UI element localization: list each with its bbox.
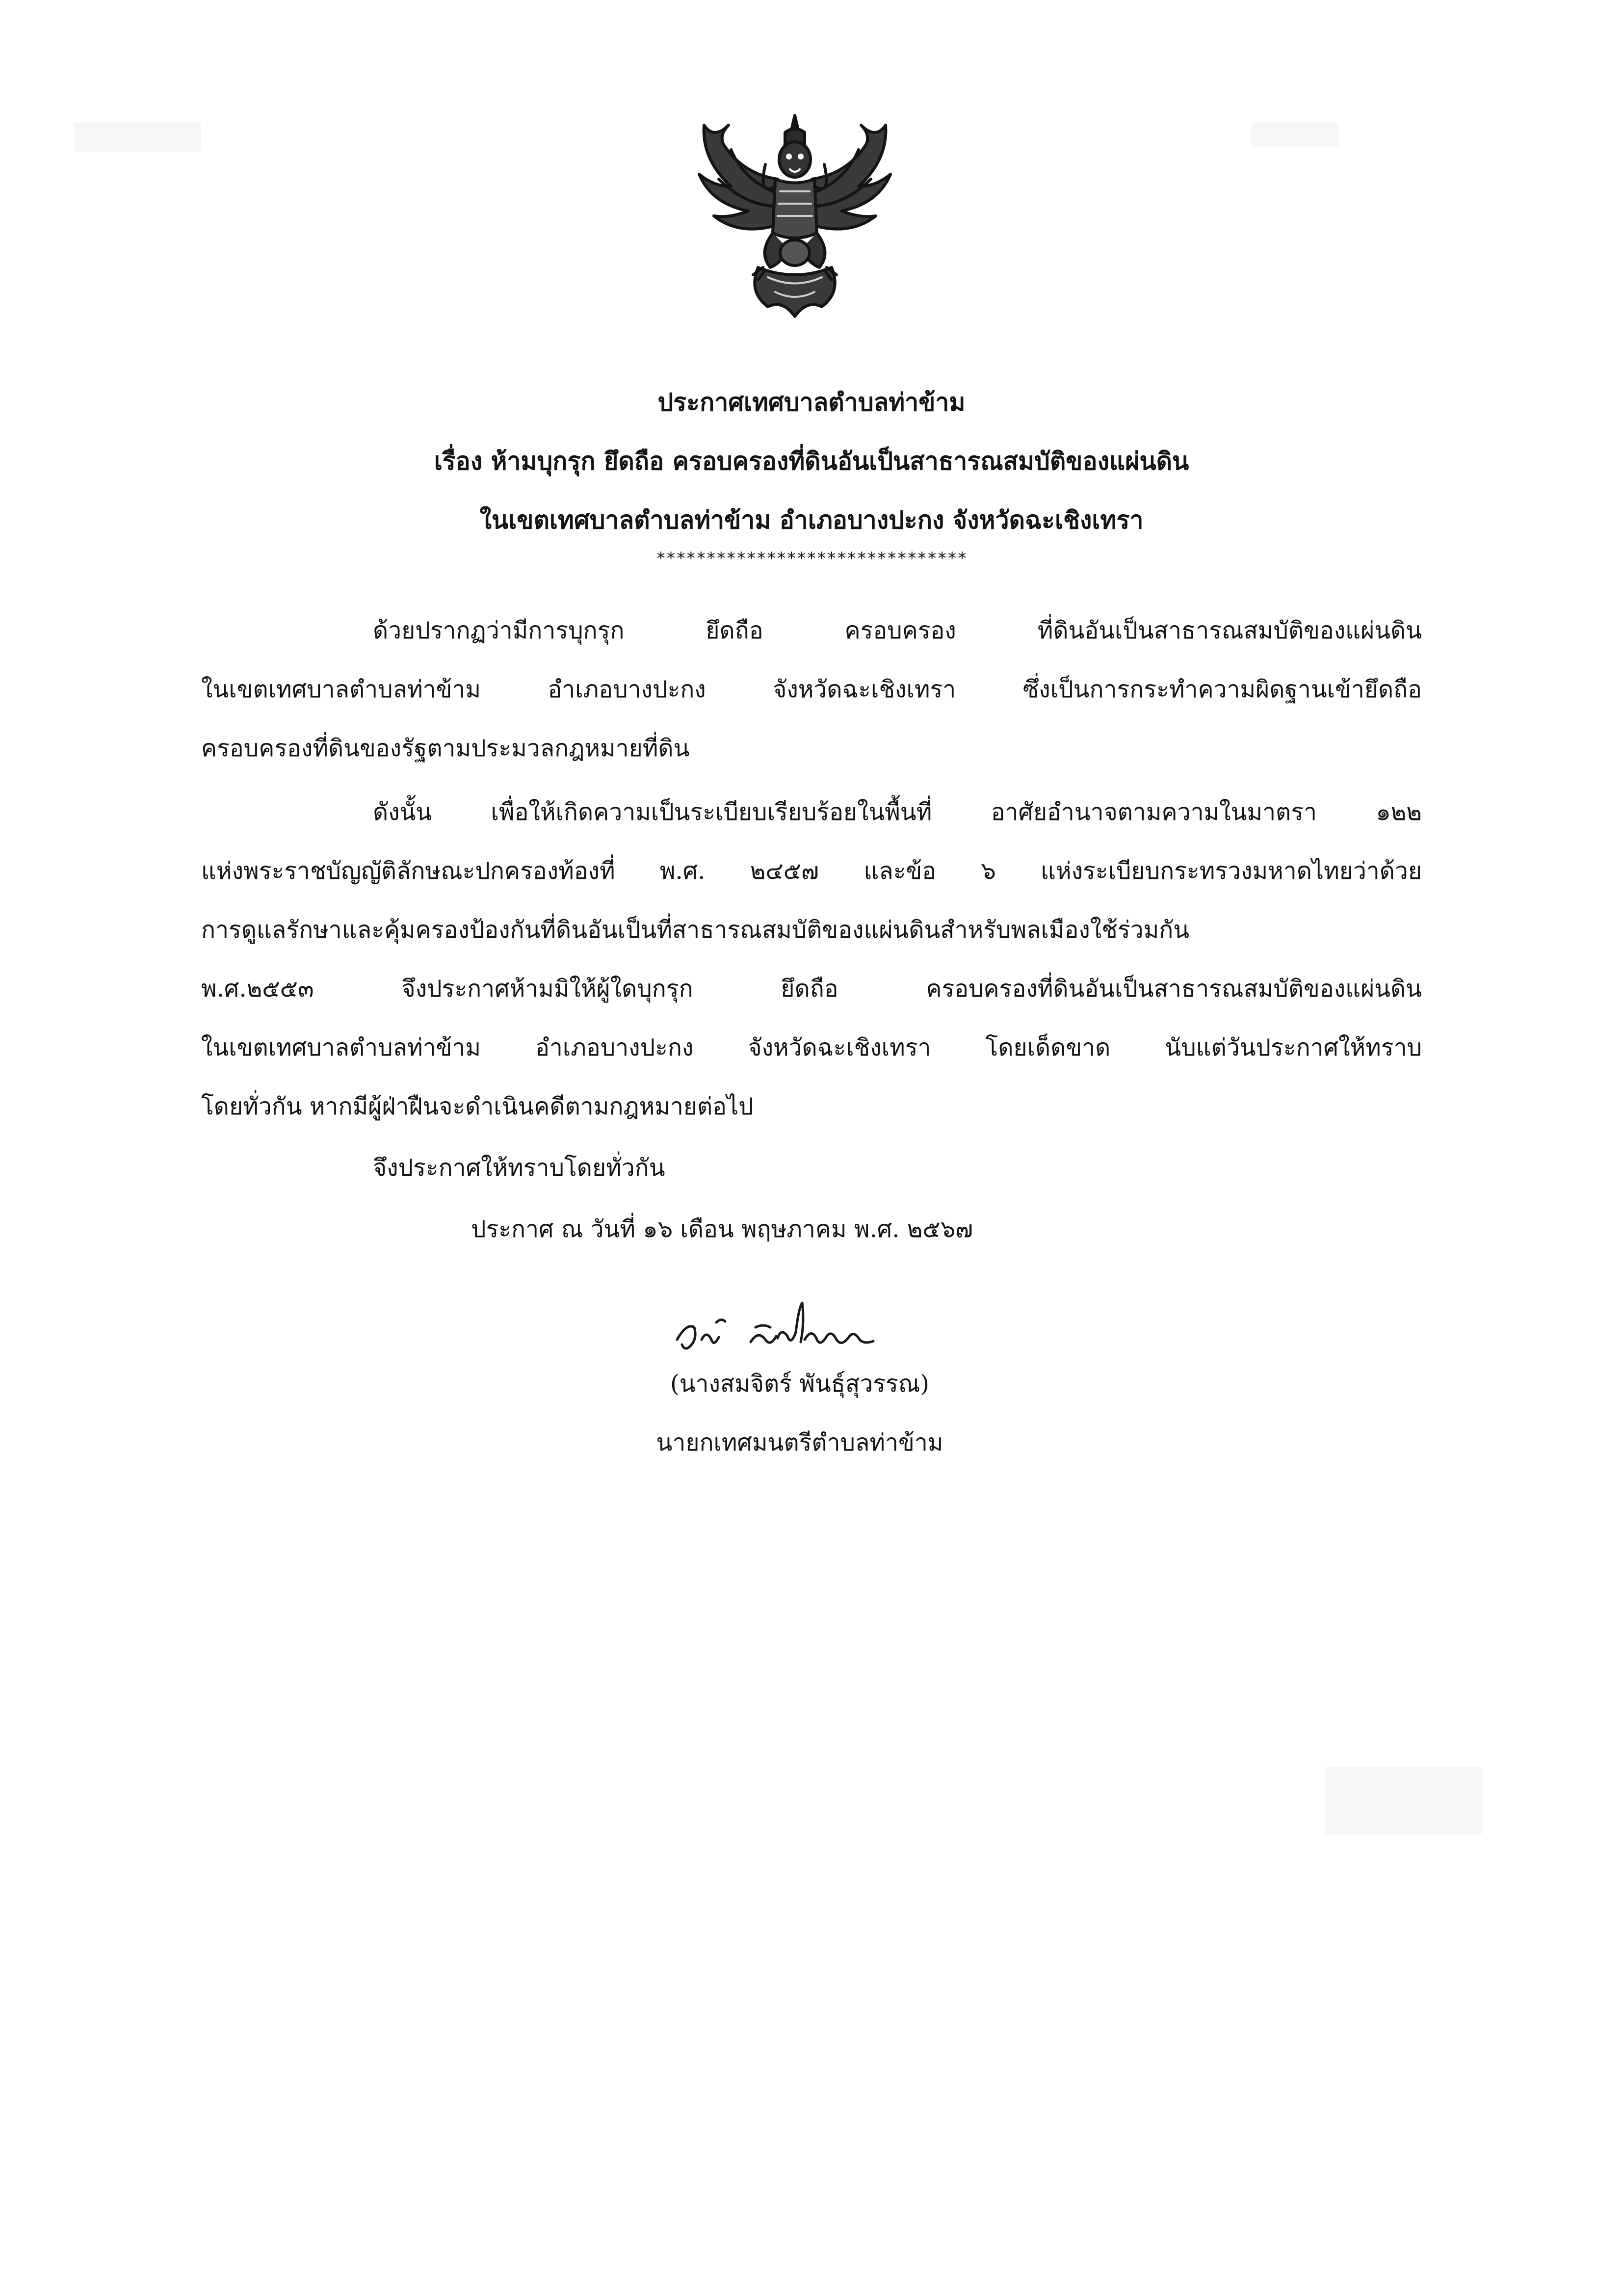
header-separator: *******************************	[655, 549, 968, 568]
garuda-emblem-icon	[684, 106, 905, 336]
signer-name: (นางสมจิตร์ พันธุ์สุวรรณ)	[670, 1370, 930, 1398]
scan-smudge	[74, 123, 201, 152]
scan-smudge	[1251, 123, 1339, 147]
paragraph-2-line: โดยทั่วกัน หากมีผู้ฝ่าฝืนจะดำเนินคดีตามกฎหมายต่อไป	[201, 1093, 754, 1120]
paragraph-2-line: ในเขตเทศบาลตำบลท่าข้าม อำเภอบางปะกง จังหวัดฉะเชิงเทรา โดยเด็ดขาด นับแต่วันประกาศให้ทราบ	[201, 1034, 1422, 1061]
announcement-date: ประกาศ ณ วันที่ ๑๖ เดือน พฤษภาคม พ.ศ. ๒๕๖๗	[471, 1215, 973, 1243]
announcement-subject: เรื่อง ห้ามบุกรุก ยึดถือ ครอบครองที่ดินอันเป็นสาธารณสมบัติของแผ่นดิน	[434, 447, 1189, 475]
paragraph-1-line: ด้วยปรากฏว่ามีการบุกรุก ยึดถือ ครอบครอง ที่ดินอันเป็นสาธารณสมบัติของแผ่นดิน	[373, 617, 1422, 644]
paragraph-2-line: ดังนั้น เพื่อให้เกิดความเป็นระเบียบเรียบร้อยในพื้นที่ อาศัยอำนาจตามความในมาตรา ๑๒๒	[373, 798, 1422, 826]
paragraph-1-line: ครอบครองที่ดินของรัฐตามประมวลกฎหมายที่ดิน	[201, 735, 690, 762]
paragraph-2-line: การดูแลรักษาและคุ้มครองป้องกันที่ดินอันเป็นที่สาธารณสมบัติของแผ่นดินสำหรับพลเมืองใช้ร่วมกัน	[201, 916, 1190, 944]
announcement-area: ในเขตเทศบาลตำบลท่าข้าม อำเภอบางปะกง จังหวัดฉะเชิงเทรา	[479, 505, 1144, 534]
announcement-title: ประกาศเทศบาลตำบลท่าข้าม	[657, 388, 966, 417]
signer-position: นายกเทศมนตรีตำบลท่าข้าม	[656, 1429, 943, 1456]
paragraph-1-line: ในเขตเทศบาลตำบลท่าข้าม อำเภอบางปะกง จังหวัดฉะเชิงเทรา ซึ่งเป็นการกระทำความผิดฐานเข้ายึดถือ	[201, 676, 1422, 703]
closing-statement: จึงประกาศให้ทราบโดยทั่วกัน	[373, 1154, 665, 1182]
paragraph-2-line: พ.ศ.๒๕๕๓ จึงประกาศห้ามมิให้ผู้ใดบุกรุก ยึดถือ ครอบครองที่ดินอันเป็นสาธารณสมบัติของแผ่นดิน	[201, 975, 1422, 1003]
scan-smudge	[1325, 1767, 1482, 1835]
signature-mark	[667, 1293, 942, 1367]
paragraph-2-line: แห่งพระราชบัญญัติลักษณะปกครองท้องที่ พ.ศ. ๒๔๕๗ และข้อ ๖ แห่งระเบียบกระทรวงมหาดไทยว่าด้วย	[201, 857, 1422, 885]
